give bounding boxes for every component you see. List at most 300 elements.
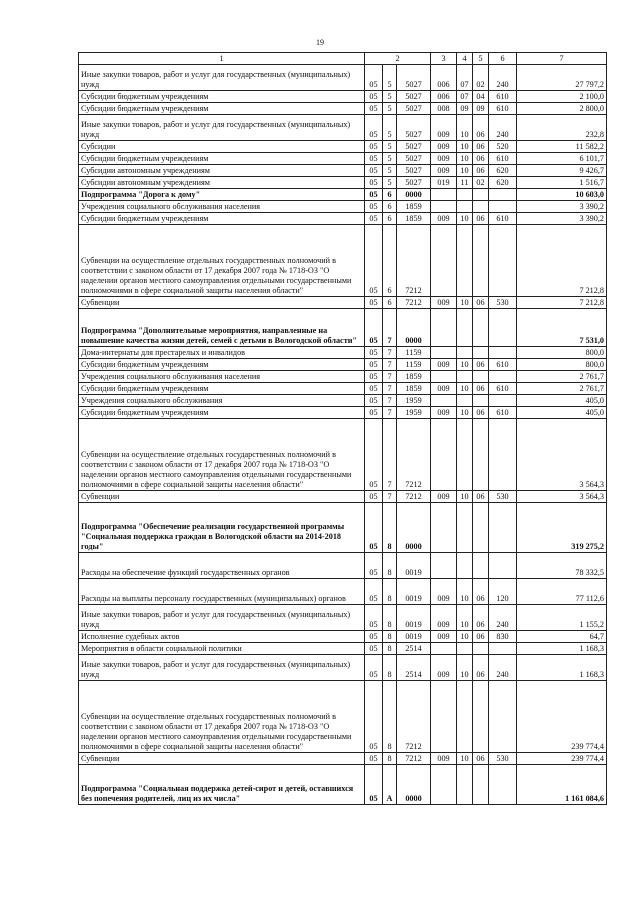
amount-cell: 78 332,5 <box>517 553 607 579</box>
ministry-code-cell <box>431 347 457 359</box>
expense-type-code-cell <box>489 765 517 805</box>
row-name-cell: Субвенции <box>79 753 365 765</box>
subdivision-code-cell: 06 <box>473 297 489 309</box>
division-code-cell <box>457 503 473 553</box>
division-code-cell <box>457 395 473 407</box>
section-code-cell: 05 <box>365 359 383 371</box>
subdivision-code-cell: 06 <box>473 655 489 681</box>
subsection-code-cell: 6 <box>383 213 397 225</box>
subdivision-code-cell: 06 <box>473 165 489 177</box>
subsection-code-cell: 8 <box>383 643 397 655</box>
item-code-cell: 1859 <box>397 383 431 395</box>
subsection-code-cell: 8 <box>383 503 397 553</box>
expense-type-code-cell: 530 <box>489 297 517 309</box>
subsection-code-cell: 5 <box>383 177 397 189</box>
subsection-code-cell: 6 <box>383 201 397 213</box>
header-cell: 7 <box>517 53 607 65</box>
section-code-cell: 05 <box>365 115 383 141</box>
division-code-cell: 10 <box>457 753 473 765</box>
table-row <box>79 359 607 371</box>
amount-cell: 1 516,7 <box>517 177 607 189</box>
section-code-cell: 05 <box>365 503 383 553</box>
amount-cell: 1 155,2 <box>517 605 607 631</box>
row-name-cell: Иные закупки товаров, работ и услуг для государственных (муниципальных) нужд <box>79 115 365 141</box>
amount-cell: 11 582,2 <box>517 141 607 153</box>
subsection-code-cell: 5 <box>383 153 397 165</box>
expense-type-code-cell: 120 <box>489 579 517 605</box>
table-row <box>79 605 607 631</box>
subdivision-code-cell: 02 <box>473 177 489 189</box>
row-name-cell: Субвенции на осуществление отдельных государственных полномочий в соответствии с законом области от 17 декабря 2007 года № 1718-ОЗ "О наделении органов местного самоуправления отдельными государственными полномочиями в сфере социальной защиты населения области" <box>79 419 365 491</box>
section-code-cell: 05 <box>365 165 383 177</box>
row-name-cell: Дома-интернаты для престарелых и инвалидов <box>79 347 365 359</box>
ministry-code-cell: 019 <box>431 177 457 189</box>
item-code-cell: 5027 <box>397 153 431 165</box>
table-row <box>79 503 607 553</box>
ministry-code-cell: 009 <box>431 383 457 395</box>
header-cell: 3 <box>431 53 457 65</box>
row-name-cell: Субсидии автономным учреждениям <box>79 177 365 189</box>
division-code-cell: 07 <box>457 65 473 91</box>
division-code-cell <box>457 419 473 491</box>
subsection-code-cell: 7 <box>383 371 397 383</box>
division-code-cell <box>457 189 473 201</box>
expense-type-code-cell: 610 <box>489 407 517 419</box>
ministry-code-cell: 009 <box>431 631 457 643</box>
ministry-code-cell <box>431 225 457 297</box>
item-code-cell: 7212 <box>397 419 431 491</box>
item-code-cell: 7212 <box>397 753 431 765</box>
item-code-cell: 5027 <box>397 165 431 177</box>
subdivision-code-cell <box>473 371 489 383</box>
item-code-cell: 1159 <box>397 347 431 359</box>
amount-cell: 77 112,6 <box>517 579 607 605</box>
row-name-cell: Субсидии бюджетным учреждениям <box>79 103 365 115</box>
table-row <box>79 309 607 347</box>
expense-type-code-cell: 610 <box>489 383 517 395</box>
expense-type-code-cell: 610 <box>489 91 517 103</box>
expense-type-code-cell <box>489 309 517 347</box>
division-code-cell: 10 <box>457 165 473 177</box>
expense-type-code-cell <box>489 681 517 753</box>
ministry-code-cell: 009 <box>431 359 457 371</box>
row-name-cell: Субвенции на осуществление отдельных государственных полномочий в соответствии с законом области от 17 декабря 2007 года № 1718-ОЗ "О наделении органов местного самоуправления отдельными государственными полномочиями в сфере социальной защиты населения области" <box>79 681 365 753</box>
ministry-code-cell: 009 <box>431 655 457 681</box>
subdivision-code-cell: 06 <box>473 579 489 605</box>
row-name-cell: Учреждения социального обслуживания населения <box>79 371 365 383</box>
budget-table <box>78 52 607 805</box>
division-code-cell: 10 <box>457 407 473 419</box>
amount-cell: 319 275,2 <box>517 503 607 553</box>
subdivision-code-cell: 06 <box>473 153 489 165</box>
item-code-cell: 0019 <box>397 605 431 631</box>
subdivision-code-cell: 06 <box>473 407 489 419</box>
header-cell: 2 <box>365 53 431 65</box>
expense-type-code-cell: 610 <box>489 213 517 225</box>
section-code-cell: 05 <box>365 213 383 225</box>
amount-cell: 7 531,0 <box>517 309 607 347</box>
ministry-code-cell <box>431 765 457 805</box>
ministry-code-cell <box>431 395 457 407</box>
ministry-code-cell <box>431 643 457 655</box>
ministry-code-cell: 009 <box>431 491 457 503</box>
division-code-cell <box>457 681 473 753</box>
row-name-cell: Иные закупки товаров, работ и услуг для государственных (муниципальных) нужд <box>79 655 365 681</box>
item-code-cell: 5027 <box>397 141 431 153</box>
subsection-code-cell: 8 <box>383 753 397 765</box>
amount-cell: 1 168,3 <box>517 655 607 681</box>
ministry-code-cell <box>431 189 457 201</box>
table-row <box>79 491 607 503</box>
table-row <box>79 115 607 141</box>
expense-type-code-cell <box>489 419 517 491</box>
section-code-cell: 05 <box>365 765 383 805</box>
expense-type-code-cell: 610 <box>489 359 517 371</box>
section-code-cell: 05 <box>365 103 383 115</box>
subsection-code-cell: 8 <box>383 631 397 643</box>
expense-type-code-cell <box>489 643 517 655</box>
table-row <box>79 681 607 753</box>
ministry-code-cell <box>431 553 457 579</box>
division-code-cell: 10 <box>457 631 473 643</box>
expense-type-code-cell <box>489 225 517 297</box>
section-code-cell: 05 <box>365 753 383 765</box>
amount-cell: 2 761,7 <box>517 371 607 383</box>
subsection-code-cell: 7 <box>383 347 397 359</box>
row-name-cell: Субсидии бюджетным учреждениям <box>79 153 365 165</box>
subdivision-code-cell: 06 <box>473 213 489 225</box>
subsection-code-cell: 5 <box>383 91 397 103</box>
row-name-cell: Подпрограмма "Обеспечение реализации государственной программы "Социальная поддержка граждан в Вологодской области на 2014-2018 годы" <box>79 503 365 553</box>
division-code-cell: 10 <box>457 141 473 153</box>
row-name-cell: Иные закупки товаров, работ и услуг для государственных (муниципальных) нужд <box>79 605 365 631</box>
item-code-cell: 0000 <box>397 765 431 805</box>
row-name-cell: Учреждения социального обслуживания <box>79 395 365 407</box>
row-name-cell: Учреждения социального обслуживания населения <box>79 201 365 213</box>
item-code-cell: 5027 <box>397 115 431 141</box>
section-code-cell: 05 <box>365 177 383 189</box>
row-name-cell: Субсидии автономным учреждениям <box>79 165 365 177</box>
amount-cell: 9 426,7 <box>517 165 607 177</box>
expense-type-code-cell <box>489 201 517 213</box>
subdivision-code-cell <box>473 553 489 579</box>
table-row <box>79 631 607 643</box>
table-row <box>79 201 607 213</box>
subdivision-code-cell <box>473 681 489 753</box>
table-row <box>79 419 607 491</box>
expense-type-code-cell <box>489 395 517 407</box>
expense-type-code-cell: 620 <box>489 165 517 177</box>
subsection-code-cell: 8 <box>383 681 397 753</box>
subdivision-code-cell <box>473 395 489 407</box>
division-code-cell: 10 <box>457 491 473 503</box>
amount-cell: 7 212,8 <box>517 225 607 297</box>
row-name-cell: Расходы на выплаты персоналу государственных (муниципальных) органов <box>79 579 365 605</box>
division-code-cell: 10 <box>457 115 473 141</box>
subdivision-code-cell: 06 <box>473 359 489 371</box>
subdivision-code-cell <box>473 347 489 359</box>
amount-cell: 3 390,2 <box>517 213 607 225</box>
table-row <box>79 177 607 189</box>
table-row <box>79 141 607 153</box>
amount-cell: 7 212,8 <box>517 297 607 309</box>
ministry-code-cell: 009 <box>431 297 457 309</box>
subsection-code-cell: 6 <box>383 297 397 309</box>
amount-cell: 405,0 <box>517 407 607 419</box>
item-code-cell: 7212 <box>397 681 431 753</box>
section-code-cell: 05 <box>365 579 383 605</box>
section-code-cell: 05 <box>365 681 383 753</box>
table-row <box>79 189 607 201</box>
table-row <box>79 643 607 655</box>
subsection-code-cell: 7 <box>383 359 397 371</box>
subdivision-code-cell: 02 <box>473 65 489 91</box>
row-name-cell: Субвенции <box>79 297 365 309</box>
table-row <box>79 553 607 579</box>
ministry-code-cell: 009 <box>431 213 457 225</box>
table-row <box>79 383 607 395</box>
ministry-code-cell: 009 <box>431 165 457 177</box>
division-code-cell <box>457 347 473 359</box>
section-code-cell: 05 <box>365 153 383 165</box>
division-code-cell <box>457 309 473 347</box>
amount-cell: 232,8 <box>517 115 607 141</box>
item-code-cell: 1959 <box>397 395 431 407</box>
subsection-code-cell: А <box>383 765 397 805</box>
amount-cell: 64,7 <box>517 631 607 643</box>
division-code-cell: 10 <box>457 655 473 681</box>
amount-cell: 3 564,3 <box>517 491 607 503</box>
item-code-cell: 1859 <box>397 201 431 213</box>
table-row <box>79 347 607 359</box>
section-code-cell: 05 <box>365 655 383 681</box>
section-code-cell: 05 <box>365 553 383 579</box>
subsection-code-cell: 5 <box>383 141 397 153</box>
row-name-cell: Иные закупки товаров, работ и услуг для государственных (муниципальных) нужд <box>79 65 365 91</box>
section-code-cell: 05 <box>365 65 383 91</box>
division-code-cell <box>457 765 473 805</box>
subdivision-code-cell: 06 <box>473 141 489 153</box>
amount-cell: 2 100,0 <box>517 91 607 103</box>
item-code-cell: 5027 <box>397 103 431 115</box>
subsection-code-cell: 7 <box>383 407 397 419</box>
row-name-cell: Субвенции <box>79 491 365 503</box>
subsection-code-cell: 7 <box>383 309 397 347</box>
division-code-cell: 10 <box>457 605 473 631</box>
division-code-cell <box>457 371 473 383</box>
header-cell: 1 <box>79 53 365 65</box>
expense-type-code-cell: 610 <box>489 103 517 115</box>
subdivision-code-cell <box>473 189 489 201</box>
subsection-code-cell: 5 <box>383 115 397 141</box>
table-row <box>79 297 607 309</box>
subdivision-code-cell: 06 <box>473 491 489 503</box>
item-code-cell: 2514 <box>397 655 431 681</box>
subdivision-code-cell: 06 <box>473 383 489 395</box>
row-name-cell: Субсидии бюджетным учреждениям <box>79 91 365 103</box>
division-code-cell: 11 <box>457 177 473 189</box>
subsection-code-cell: 8 <box>383 579 397 605</box>
row-name-cell: Субсидии <box>79 141 365 153</box>
amount-cell: 6 101,7 <box>517 153 607 165</box>
table-row <box>79 165 607 177</box>
ministry-code-cell: 008 <box>431 103 457 115</box>
section-code-cell: 05 <box>365 631 383 643</box>
ministry-code-cell: 009 <box>431 407 457 419</box>
item-code-cell: 1959 <box>397 407 431 419</box>
section-code-cell: 05 <box>365 643 383 655</box>
ministry-code-cell <box>431 371 457 383</box>
subsection-code-cell: 5 <box>383 103 397 115</box>
item-code-cell: 7212 <box>397 491 431 503</box>
table-row <box>79 655 607 681</box>
division-code-cell: 10 <box>457 297 473 309</box>
expense-type-code-cell <box>489 371 517 383</box>
page-number: 19 <box>316 38 324 47</box>
subdivision-code-cell <box>473 309 489 347</box>
row-name-cell: Расходы на обеспечение функций государственных органов <box>79 553 365 579</box>
header-cell: 6 <box>489 53 517 65</box>
section-code-cell: 05 <box>365 189 383 201</box>
amount-cell: 27 797,2 <box>517 65 607 91</box>
subdivision-code-cell <box>473 225 489 297</box>
section-code-cell: 05 <box>365 201 383 213</box>
item-code-cell: 0019 <box>397 631 431 643</box>
expense-type-code-cell: 530 <box>489 491 517 503</box>
item-code-cell: 7212 <box>397 225 431 297</box>
expense-type-code-cell <box>489 189 517 201</box>
expense-type-code-cell: 240 <box>489 605 517 631</box>
amount-cell: 405,0 <box>517 395 607 407</box>
subsection-code-cell: 7 <box>383 395 397 407</box>
expense-type-code-cell: 240 <box>489 65 517 91</box>
ministry-code-cell: 009 <box>431 153 457 165</box>
section-code-cell: 05 <box>365 605 383 631</box>
row-name-cell: Подпрограмма "Дополнительные мероприятия, направленные на повышение качества жизни детей, семей с детьми в Вологодской области" <box>79 309 365 347</box>
amount-cell: 2 800,0 <box>517 103 607 115</box>
item-code-cell: 0000 <box>397 309 431 347</box>
expense-type-code-cell: 240 <box>489 115 517 141</box>
expense-type-code-cell: 530 <box>489 753 517 765</box>
expense-type-code-cell <box>489 503 517 553</box>
amount-cell: 239 774,4 <box>517 753 607 765</box>
row-name-cell: Субвенции на осуществление отдельных государственных полномочий в соответствии с законом области от 17 декабря 2007 года № 1718-ОЗ "О наделении органов местного самоуправления отдельными государственными полномочиями в сфере социальной защиты населения области" <box>79 225 365 297</box>
header-cell: 5 <box>473 53 489 65</box>
amount-cell: 10 603,0 <box>517 189 607 201</box>
division-code-cell: 10 <box>457 153 473 165</box>
item-code-cell: 0000 <box>397 189 431 201</box>
table-row <box>79 91 607 103</box>
amount-cell: 800,0 <box>517 359 607 371</box>
subdivision-code-cell <box>473 201 489 213</box>
section-code-cell: 05 <box>365 297 383 309</box>
item-code-cell: 0019 <box>397 553 431 579</box>
item-code-cell: 1859 <box>397 213 431 225</box>
section-code-cell: 05 <box>365 91 383 103</box>
item-code-cell: 0019 <box>397 579 431 605</box>
subsection-code-cell: 7 <box>383 383 397 395</box>
subdivision-code-cell: 04 <box>473 91 489 103</box>
ministry-code-cell <box>431 201 457 213</box>
expense-type-code-cell: 610 <box>489 153 517 165</box>
item-code-cell: 0000 <box>397 503 431 553</box>
amount-cell: 1 168,3 <box>517 643 607 655</box>
division-code-cell: 10 <box>457 383 473 395</box>
ministry-code-cell <box>431 419 457 491</box>
division-code-cell: 09 <box>457 103 473 115</box>
division-code-cell: 07 <box>457 91 473 103</box>
row-name-cell: Субсидии бюджетным учреждениям <box>79 407 365 419</box>
section-code-cell: 05 <box>365 407 383 419</box>
subsection-code-cell: 5 <box>383 165 397 177</box>
row-name-cell: Подпрограмма "Дорога к дому" <box>79 189 365 201</box>
row-name-cell: Субсидии бюджетным учреждениям <box>79 383 365 395</box>
table-row <box>79 153 607 165</box>
subdivision-code-cell <box>473 503 489 553</box>
section-code-cell: 05 <box>365 347 383 359</box>
section-code-cell: 05 <box>365 491 383 503</box>
table-header-row <box>79 53 607 65</box>
subdivision-code-cell: 09 <box>473 103 489 115</box>
subdivision-code-cell <box>473 643 489 655</box>
section-code-cell: 05 <box>365 309 383 347</box>
amount-cell: 2 761,7 <box>517 383 607 395</box>
subdivision-code-cell: 06 <box>473 605 489 631</box>
expense-type-code-cell <box>489 347 517 359</box>
subsection-code-cell: 6 <box>383 225 397 297</box>
section-code-cell: 05 <box>365 141 383 153</box>
ministry-code-cell: 006 <box>431 65 457 91</box>
expense-type-code-cell: 240 <box>489 655 517 681</box>
ministry-code-cell: 009 <box>431 115 457 141</box>
section-code-cell: 05 <box>365 383 383 395</box>
division-code-cell <box>457 225 473 297</box>
row-name-cell: Подпрограмма "Социальная поддержка детей-сирот и детей, оставшихся без попечения родителей, лиц из их числа" <box>79 765 365 805</box>
table-row <box>79 371 607 383</box>
subdivision-code-cell <box>473 765 489 805</box>
division-code-cell: 10 <box>457 213 473 225</box>
expense-type-code-cell: 520 <box>489 141 517 153</box>
table-row <box>79 753 607 765</box>
item-code-cell: 7212 <box>397 297 431 309</box>
item-code-cell: 1159 <box>397 359 431 371</box>
expense-type-code-cell: 620 <box>489 177 517 189</box>
division-code-cell <box>457 201 473 213</box>
table-row <box>79 65 607 91</box>
expense-type-code-cell <box>489 553 517 579</box>
subsection-code-cell: 8 <box>383 655 397 681</box>
subdivision-code-cell: 06 <box>473 753 489 765</box>
table-row <box>79 765 607 805</box>
table-row <box>79 103 607 115</box>
row-name-cell: Субсидии бюджетным учреждениям <box>79 213 365 225</box>
section-code-cell: 05 <box>365 395 383 407</box>
amount-cell: 800,0 <box>517 347 607 359</box>
division-code-cell: 10 <box>457 359 473 371</box>
row-name-cell: Мероприятия в области социальной политики <box>79 643 365 655</box>
division-code-cell <box>457 643 473 655</box>
row-name-cell: Субсидии бюджетным учреждениям <box>79 359 365 371</box>
item-code-cell: 2514 <box>397 643 431 655</box>
ministry-code-cell <box>431 309 457 347</box>
header-cell: 4 <box>457 53 473 65</box>
subsection-code-cell: 7 <box>383 419 397 491</box>
table-row <box>79 225 607 297</box>
ministry-code-cell: 009 <box>431 753 457 765</box>
amount-cell: 3 390,2 <box>517 201 607 213</box>
expense-type-code-cell: 830 <box>489 631 517 643</box>
row-name-cell: Исполнение судебных актов <box>79 631 365 643</box>
